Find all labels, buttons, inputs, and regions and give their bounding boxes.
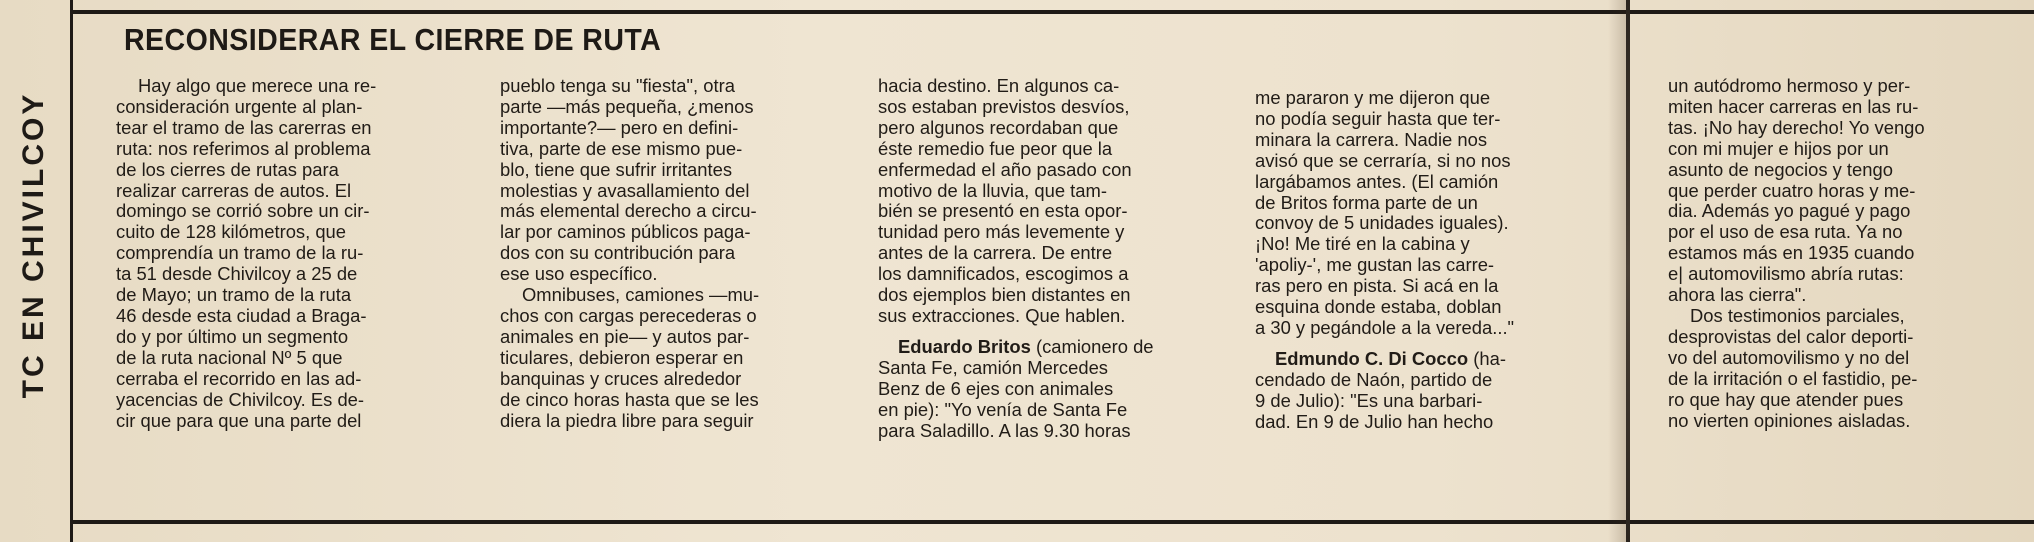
text-line: un autódromo hermoso y per-	[1668, 75, 1911, 96]
section-strip	[0, 0, 73, 542]
text-line: Santa Fe, camión Mercedes	[878, 356, 1108, 378]
text-line: animales en pie— y autos par-	[500, 325, 750, 347]
page-fold-shadow	[1608, 0, 1626, 542]
text-line: ro que hay que atender pues	[1668, 388, 1904, 410]
text-line: yacencias de Chivilcoy. Es de-	[116, 388, 365, 410]
text-line: tear el tramo de las carerras en	[116, 116, 372, 138]
text-line: ticulares, debieron esperar en	[500, 346, 744, 368]
text-line: no podía seguir hasta que ter-	[1255, 107, 1501, 129]
text-line: tiva, parte de ese mismo pue-	[500, 137, 743, 159]
text-line: estamos más en 1935 cuando	[1668, 242, 1915, 264]
text-line: lar por caminos públicos paga-	[500, 221, 751, 243]
text-line: dos con su contribución para	[500, 242, 736, 264]
speaker-description: (ha-	[1473, 347, 1506, 369]
article-column-5	[1668, 76, 2013, 431]
text-line: 46 desde esta ciudad a Braga-	[116, 304, 367, 326]
page-fold-line	[1626, 0, 1630, 542]
text-line: blo, tiene que sufrir irritantes	[500, 158, 733, 180]
text-line: cir que para que una parte del	[116, 409, 362, 431]
speaker-name: Eduardo Britos	[898, 335, 1031, 357]
text-line: comprendía un tramo de la ru-	[116, 242, 364, 264]
text-line: de Mayo; un tramo de la ruta	[116, 284, 352, 306]
text-line: de cinco horas hasta que se les	[500, 388, 759, 410]
text-line: bién se presentó en esta opor-	[878, 200, 1128, 222]
top-rule	[70, 10, 2034, 14]
text-line: pueblo tenga su "fiesta", otra	[500, 75, 735, 96]
text-line: ahora las cierra".	[1668, 284, 1807, 306]
text-line: ¡No! Me tiré en la cabina y	[1255, 233, 1470, 255]
bottom-rule	[70, 520, 2034, 524]
text-line: dia. Además yo pagué y pago	[1668, 200, 1911, 222]
text-line: 'apoliy-', me gustan las carre-	[1255, 254, 1495, 276]
text-line: realizar carreras de autos. El	[116, 179, 352, 201]
text-line: para Saladillo. A las 9.30 horas	[878, 419, 1131, 441]
text-line: chos con cargas perecederas o	[500, 304, 757, 326]
text-line: tas. ¡No hay derecho! Yo vengo	[1668, 116, 1925, 138]
text-line: molestias y avasallamiento del	[500, 179, 750, 201]
text-line: Benz de 6 ejes con animales	[878, 377, 1114, 399]
text-line: de los cierres de rutas para	[116, 158, 339, 180]
text-line: esquina donde estaba, doblan	[1255, 296, 1502, 318]
text-line: ese uso específico.	[500, 263, 658, 285]
text-line: enfermedad el año pasado con	[878, 158, 1132, 180]
text-line: e| automovilismo abría rutas:	[1668, 263, 1904, 285]
text-line: consideración urgente al plan-	[116, 95, 363, 117]
text-line: Omnibuses, camiones —mu-	[522, 284, 760, 306]
text-line: Hay algo que merece una re-	[138, 75, 377, 96]
text-line: diera la piedra libre para seguir	[500, 409, 754, 431]
text-line	[878, 337, 1223, 358]
text-line: desprovistas del calor deporti-	[1668, 325, 1914, 347]
text-line: miten hacer carreras en las ru-	[1668, 95, 1919, 117]
text-line	[1255, 349, 1575, 370]
article-column-1	[116, 76, 446, 431]
text-line: en pie): "Yo venía de Santa Fe	[878, 398, 1128, 420]
text-line: cerraba el recorrido en las ad-	[116, 367, 362, 389]
text-line: antes de la carrera. De entre	[878, 242, 1113, 264]
text-line: dad. En 9 de Julio han hecho	[1255, 410, 1494, 432]
text-line: largábamos antes. (El camión	[1255, 170, 1499, 192]
speaker-name: Edmundo C. Di Cocco	[1275, 347, 1469, 369]
text-line: sos estaban previstos desvíos,	[878, 95, 1130, 117]
text-line: cendado de Naón, partido de	[1255, 368, 1493, 390]
text-line: por el uso de esa ruta. Ya no	[1668, 221, 1903, 243]
article-column-2	[500, 76, 840, 431]
text-line: importante?— pero en defini-	[500, 116, 739, 138]
article-column-3	[878, 76, 1223, 441]
text-line: ruta: nos referimos al problema	[116, 137, 371, 159]
text-line: dos ejemplos bien distantes en	[878, 284, 1131, 306]
text-line: los damnificados, escogimos a	[878, 263, 1129, 285]
text-line: ta 51 desde Chivilcoy a 25 de	[116, 263, 358, 285]
text-line: éste remedio fue peor que la	[878, 137, 1113, 159]
text-line: convoy de 5 unidades iguales).	[1255, 212, 1509, 234]
text-line: de la ruta nacional Nº 5 que	[116, 346, 343, 368]
text-line: parte —más pequeña, ¿menos	[500, 95, 754, 117]
text-line: hacia destino. En algunos ca-	[878, 75, 1120, 96]
speaker-description: (camionero de	[1035, 335, 1154, 357]
text-line: de la irritación o el fastidio, pe-	[1668, 367, 1918, 389]
text-line: 9 de Julio): "Es una barbari-	[1255, 389, 1483, 411]
text-line: más elemental derecho a circu-	[500, 200, 757, 222]
text-line: tunidad pero más levemente y	[878, 221, 1125, 243]
text-line: de Britos forma parte de un	[1255, 191, 1478, 213]
text-line: avisó que se cerraría, si no nos	[1255, 149, 1511, 171]
section-label: TC EN CHIVILCOY	[17, 91, 50, 399]
article-headline: RECONSIDERAR EL CIERRE DE RUTA	[124, 22, 662, 57]
text-line: banquinas y cruces alrededor	[500, 367, 742, 389]
text-line: pero algunos recordaban que	[878, 116, 1119, 138]
text-line: motivo de la lluvia, que tam-	[878, 179, 1107, 201]
text-line: asunto de negocios y tengo	[1668, 158, 1893, 180]
text-line: do y por último un segmento	[116, 325, 349, 347]
text-line: vo del automovilismo y no del	[1668, 346, 1910, 368]
text-line: sus extracciones. Que hablen.	[878, 304, 1126, 326]
text-line: con mi mujer e hijos por un	[1668, 137, 1889, 159]
text-line: ras pero en pista. Si acá en la	[1255, 275, 1499, 297]
text-line: no vierten opiniones aisladas.	[1668, 409, 1911, 431]
text-line: me pararon y me dijeron que	[1255, 87, 1491, 108]
text-line: domingo se corrió sobre un cir-	[116, 200, 370, 222]
text-line: que perder cuatro horas y me-	[1668, 179, 1916, 201]
text-line: Dos testimonios parciales,	[1690, 304, 1905, 326]
text-line: a 30 y pegándole a la vereda..."	[1255, 316, 1515, 338]
text-line: cuito de 128 kilómetros, que	[116, 221, 347, 243]
article-column-4	[1255, 88, 1575, 433]
text-line: minara la carrera. Nadie nos	[1255, 128, 1488, 150]
